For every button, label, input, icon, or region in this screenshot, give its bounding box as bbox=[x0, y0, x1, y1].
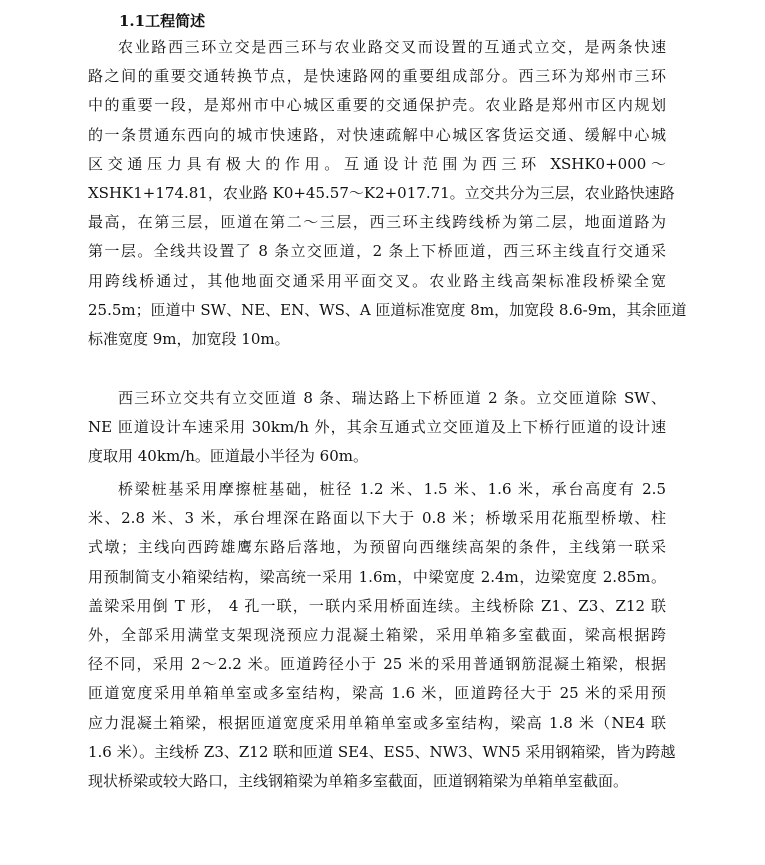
paragraph-ramps bbox=[88, 384, 666, 472]
text-line: 匝道宽度采用单箱单室或多室结构，梁高 1.6 米，匝道跨径大于 25 米的采用预 bbox=[88, 684, 666, 703]
text-line: 标准宽度 9m，加宽段 10m。 bbox=[88, 329, 290, 348]
section-heading: 1.1工程简述 bbox=[119, 12, 206, 30]
text-line: 米、2.8 米、3 米，承台埋深在路面以下大于 0.8 米；桥墩采用花瓶型桥墩、柱 bbox=[88, 509, 666, 528]
paragraph-bridge-structure bbox=[88, 475, 676, 796]
text-line: 1.6 米）。主线桥 Z3、Z12 联和匝道 SE4、ES5、NW3、WN5 采用钢箱梁，皆为跨越 bbox=[88, 742, 676, 761]
text-line: 农业路西三环立交是西三环与农业路交叉而设置的互通式立交，是两条快速 bbox=[118, 38, 666, 56]
text-line: 路之间的重要交通转换节点，是快速路网的重要组成部分。西三环为郑州市三环 bbox=[88, 67, 666, 86]
text-line: 度取用 40km/h。匝道最小半径为 60m。 bbox=[88, 447, 368, 466]
text-line: 中的重要一段，是郑州市中心城区重要的交通保护壳。农业路是郑州市区内规划 bbox=[88, 96, 666, 115]
text-line: 区交通压力具有极大的作用。互通设计范围为西三环 XSHK0+000～ bbox=[88, 154, 666, 173]
text-line: XSHK1+174.81，农业路 K0+45.57～K2+017.71。立交共分为三层，农业路快速路 bbox=[88, 183, 675, 202]
text-line: 用预制简支小箱梁结构，梁高统一采用 1.6m，中梁宽度 2.4m，边梁宽度 2.85m。 bbox=[88, 567, 666, 586]
text-line: 现状桥梁或较大路口，主线钢箱梁为单箱多室截面，匝道钢箱梁为单箱单室截面。 bbox=[88, 771, 629, 790]
text-line: NE 匝道设计车速采用 30km/h 外，其余互通式立交匝道及上下桥行匝道的设计速 bbox=[88, 418, 666, 437]
text-line: 25.5m；匝道中 SW、NE、EN、WS、A 匝道标准宽度 8m，加宽段 8.6-9m，其余匝道 bbox=[88, 300, 687, 319]
text-line: 第一层。全线共设置了 8 条立交匝道，2 条上下桥匝道，西三环主线直行交通采 bbox=[88, 242, 666, 261]
text-line: 西三环立交共有立交匝道 8 条、瑞达路上下桥匝道 2 条。立交匝道除 SW、 bbox=[118, 389, 666, 407]
text-line: 最高，在第三层，匝道在第二～三层，西三环主线跨线桥为第二层，地面道路为 bbox=[88, 213, 666, 232]
text-line: 用跨线桥通过，其他地面交通采用平面交叉。农业路主线高架标准段桥梁全宽 bbox=[88, 271, 666, 290]
text-line: 应力混凝土箱梁，根据匝道宽度采用单箱单室或多室结构，梁高 1.8 米（NE4 联 bbox=[88, 713, 666, 732]
paragraph-project-overview bbox=[88, 33, 687, 354]
text-line: 的一条贯通东西向的城市快速路，对快速疏解中心城区客货运交通、缓解中心城 bbox=[88, 125, 666, 144]
text-line: 径不同，采用 2～2.2 米。匝道跨径小于 25 米的采用普通钢筋混凝土箱梁，根据 bbox=[88, 655, 666, 674]
text-line: 式墩；主线向西跨雄鹰东路后落地，为预留向西继续高架的条件，主线第一联采 bbox=[88, 538, 666, 557]
text-line: 外，全部采用满堂支架现浇预应力混凝土箱梁，采用单箱多室截面，梁高根据跨 bbox=[88, 625, 666, 644]
text-line: 盖梁采用倒 T 形， 4 孔一联，一联内采用桥面连续。主线桥除 Z1、Z3、Z12 联 bbox=[88, 596, 666, 615]
text-line: 桥梁桩基采用摩擦桩基础，桩径 1.2 米、1.5 米、1.6 米，承台高度有 2.5 bbox=[118, 480, 666, 498]
